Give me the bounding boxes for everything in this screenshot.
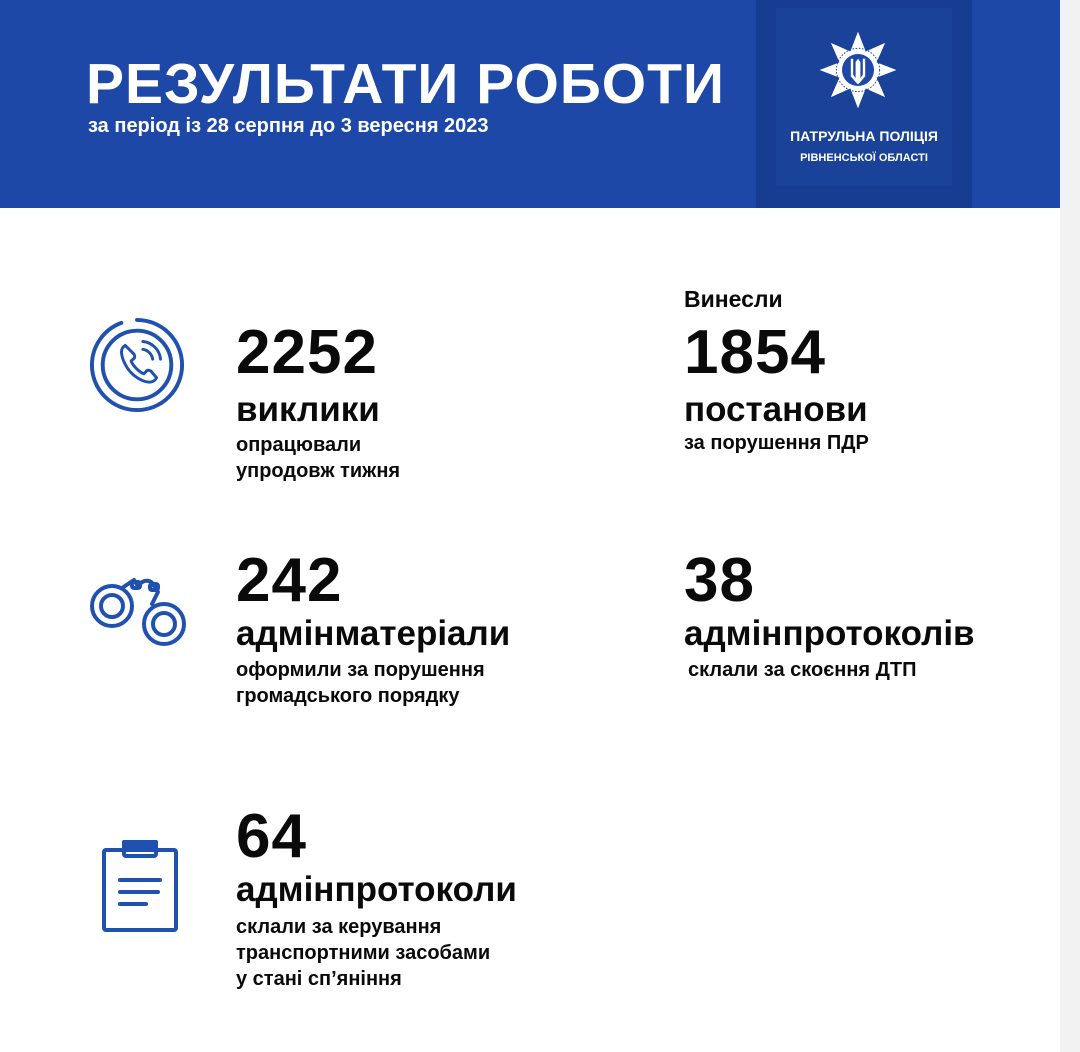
logo-line2: РІВНЕНСЬКОЇ ОБЛАСТІ bbox=[800, 152, 928, 164]
admin-materials-label: адмінматеріали bbox=[236, 614, 511, 653]
drunk-protocols-label: адмінпротоколи bbox=[236, 870, 517, 909]
admin-materials-desc-line2: громадського порядку bbox=[236, 685, 460, 707]
calls-desc-line2: упродовж тижня bbox=[236, 460, 401, 482]
resolutions-desc: за порушення ПДР bbox=[684, 432, 869, 454]
handcuffs-icon bbox=[88, 570, 190, 650]
resolutions-prefix: Винесли bbox=[684, 286, 783, 312]
page-title: РЕЗУЛЬТАТИ РОБОТИ bbox=[86, 52, 725, 116]
police-star-icon bbox=[818, 30, 898, 110]
phone-icon bbox=[88, 316, 186, 414]
drunk-protocols-number: 64 bbox=[236, 802, 307, 871]
right-edge-strip bbox=[1060, 0, 1080, 1052]
accident-protocols-number: 38 bbox=[684, 546, 755, 615]
resolutions-label: постанови bbox=[684, 390, 868, 429]
police-logo bbox=[756, 0, 972, 208]
admin-materials-desc-line1: оформили за порушення bbox=[236, 659, 485, 681]
drunk-protocols-desc-line2: транспортними засобами bbox=[236, 942, 491, 964]
accident-protocols-desc: склали за скоєння ДТП bbox=[688, 659, 917, 681]
accident-protocols-label: адмінпротоколів bbox=[684, 614, 975, 653]
calls-desc-line1: опрацювали bbox=[236, 434, 362, 456]
header-banner bbox=[0, 0, 1060, 208]
drunk-protocols-desc-line3: у стані сп’яніння bbox=[236, 968, 402, 990]
calls-number: 2252 bbox=[236, 318, 378, 387]
calls-label: виклики bbox=[236, 390, 380, 429]
period-subtitle: за період із 28 серпня до 3 вересня 2023 bbox=[88, 115, 489, 137]
logo-line1: ПАТРУЛЬНА ПОЛІЦІЯ bbox=[790, 128, 938, 144]
drunk-protocols-desc-line1: склали за керування bbox=[236, 916, 442, 938]
clipboard-icon bbox=[100, 838, 180, 934]
admin-materials-number: 242 bbox=[236, 546, 343, 615]
resolutions-number: 1854 bbox=[684, 318, 826, 387]
